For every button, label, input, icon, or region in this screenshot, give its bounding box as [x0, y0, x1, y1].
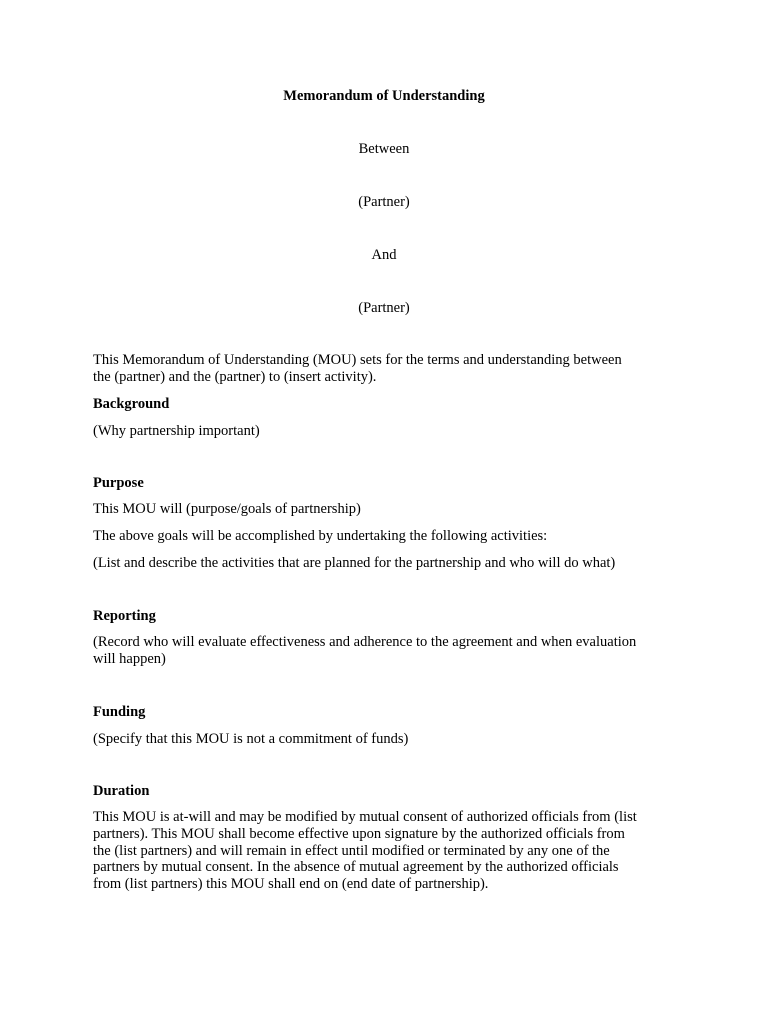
partner-two-label: (Partner)	[358, 300, 410, 316]
reporting-line: (Record who will evaluate effectiveness and adherence to the agreement and when evaluation	[93, 634, 637, 650]
reporting-heading: Reporting	[93, 608, 156, 624]
intro-line: This Memorandum of Understanding (MOU) sets for the terms and understanding between	[93, 352, 622, 368]
duration-line: partners). This MOU shall become effective upon signature by the authorized officials from	[93, 825, 625, 842]
purpose-line: (List and describe the activities that are planned for the partnership and who will do what)	[93, 555, 616, 571]
funding-heading: Funding	[93, 704, 146, 720]
duration-line: from (list partners) this MOU shall end on (end date of partnership).	[93, 876, 489, 893]
purpose-line: The above goals will be accomplished by undertaking the following activities:	[93, 528, 548, 544]
between-label: Between	[358, 141, 410, 157]
duration-paragraph	[93, 809, 683, 893]
reporting-line: will happen)	[93, 650, 166, 667]
intro-paragraph	[93, 352, 683, 386]
document-title: Memorandum of Understanding	[283, 88, 485, 104]
background-text: (Why partnership important)	[93, 423, 260, 439]
purpose-line: This MOU will (purpose/goals of partnership)	[93, 501, 361, 517]
purpose-heading: Purpose	[93, 475, 144, 491]
duration-line: partners by mutual consent. In the absence of mutual agreement by the authorized officials	[93, 859, 619, 876]
duration-line: the (list partners) and will remain in effect until modified or terminated by any one of the	[93, 842, 610, 859]
and-label: And	[371, 247, 397, 263]
duration-line: This MOU is at-will and may be modified by mutual consent of authorized officials from (list	[93, 809, 637, 825]
funding-text: (Specify that this MOU is not a commitment of funds)	[93, 731, 409, 747]
duration-heading: Duration	[93, 783, 150, 799]
background-heading: Background	[93, 396, 170, 412]
intro-line: the (partner) and the (partner) to (insert activity).	[93, 368, 377, 385]
reporting-paragraph	[93, 634, 683, 668]
partner-one-label: (Partner)	[358, 194, 410, 210]
